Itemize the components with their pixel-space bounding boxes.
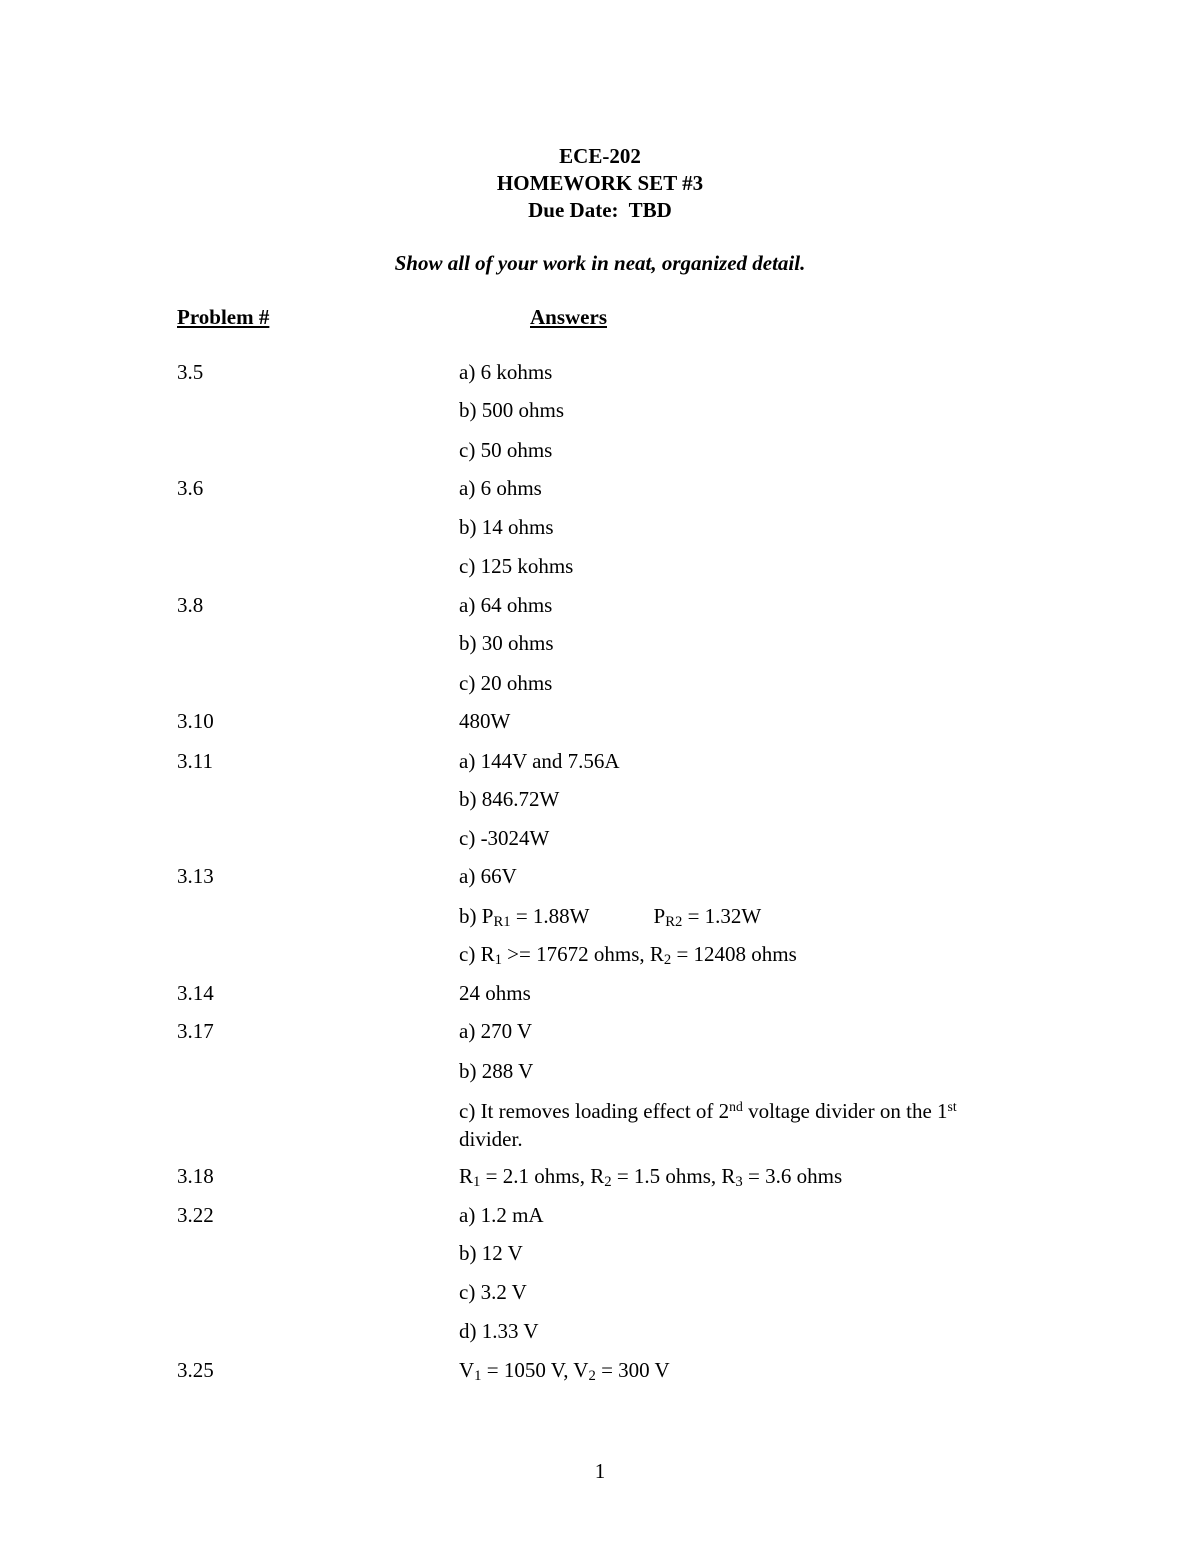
problem-number: 3.18 <box>177 1164 214 1188</box>
answer-text: a) 66V <box>459 864 517 888</box>
answers-column-header: Answers <box>530 305 607 329</box>
problem-number: 3.6 <box>177 476 204 500</box>
answer-text: b) 846.72W <box>459 787 560 811</box>
due-date <box>0 197 1200 223</box>
problem-number: 3.14 <box>177 981 214 1005</box>
answer-text: 480W <box>459 709 511 733</box>
answer-text: b) 288 V <box>459 1059 534 1083</box>
answer-text: a) 144V and 7.56A <box>459 749 620 773</box>
answer-text: d) 1.33 V <box>459 1319 539 1343</box>
problem-number: 3.22 <box>177 1203 214 1227</box>
problem-number: 3.25 <box>177 1358 214 1382</box>
answer-text: c) 50 ohms <box>459 438 553 462</box>
instruction-text: Show all of your work in neat, organized detail. <box>394 251 806 275</box>
problem-number: 3.5 <box>177 360 204 384</box>
problem-number: 3.8 <box>177 593 204 617</box>
answer-text-loading-effect: c) It removes loading effect of 2nd voltage divider on the 1st divider. <box>459 1099 957 1151</box>
course-code: ECE-202 <box>559 144 641 168</box>
page-number: 1 <box>594 1459 606 1483</box>
due-date-value: TBD <box>628 198 672 222</box>
problem-number: 3.13 <box>177 864 214 888</box>
answer-text-voltages: $V_1 = 1050$ V, $V_2 = 300$ V <box>459 1358 670 1384</box>
answer-text: b) 30 ohms <box>459 631 554 655</box>
answer-text: c) 3.2 V <box>459 1280 527 1304</box>
answer-text: a) 270 V <box>459 1019 533 1043</box>
answer-text: a) 1.2 mA <box>459 1203 544 1227</box>
answer-text: 24 ohms <box>459 981 531 1005</box>
answer-text: c) -3024W <box>459 826 550 850</box>
answer-text: b) 12 V <box>459 1241 523 1265</box>
answer-text-resistor-values: $R_1 = 2.1$ ohms, $R_2 = 1.5$ ohms, $R_3 = 3.6$ ohms <box>459 1164 843 1190</box>
problem-number: 3.10 <box>177 709 214 733</box>
answer-text: a) 6 ohms <box>459 476 542 500</box>
problem-number: 3.11 <box>177 749 213 773</box>
problem-column-header: Problem # <box>177 305 270 329</box>
answer-text: c) 20 ohms <box>459 671 553 695</box>
answer-text: b) 500 ohms <box>459 398 564 422</box>
answer-text: c) 125 kohms <box>459 554 574 578</box>
answer-text: b) 14 ohms <box>459 515 554 539</box>
homework-title: HOMEWORK SET #3 <box>496 171 704 195</box>
answer-text-power: b) $P_{R1} = 1.88W$ $P_{R2} = 1.32W$ <box>459 904 762 930</box>
answer-text: a) 64 ohms <box>459 593 553 617</box>
answer-text: a) 6 kohms <box>459 360 553 384</box>
due-date-label: Due Date: <box>528 198 619 222</box>
problem-number: 3.17 <box>177 1019 214 1043</box>
answer-text-resistors: c) $R_1 >= 17672$ ohms, $R_2 = 12408$ ohms <box>459 942 797 968</box>
